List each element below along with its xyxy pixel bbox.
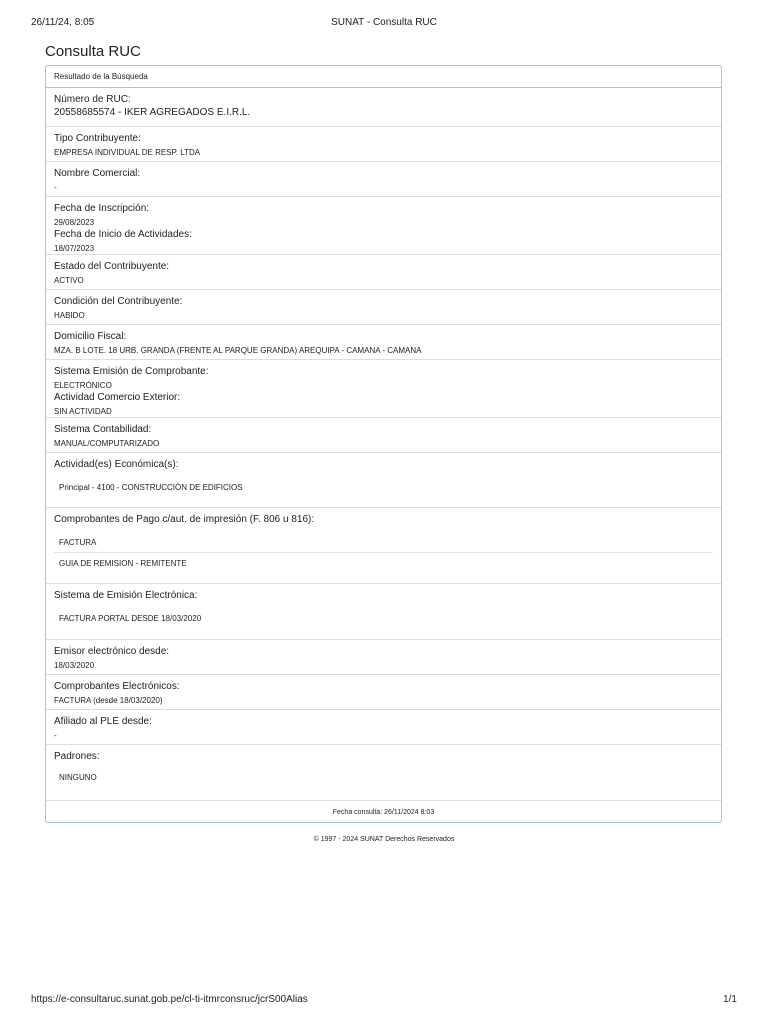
comprobante-row: GUIA DE REMISION - REMITENTE (59, 559, 187, 568)
sistema-emision-electronica-row: FACTURA PORTAL DESDE 18/03/2020 (59, 614, 202, 623)
comprobante-row: FACTURA (54, 532, 713, 553)
tipo-value: EMPRESA INDIVIDUAL DE RESP. LTDA (54, 148, 201, 157)
sistema-emision-value: ELECTRÓNICO (54, 381, 112, 390)
copyright: © 1997 - 2024 SUNAT Derechos Reservados (313, 836, 455, 843)
padrones-table (54, 767, 713, 787)
nombre-comercial-label: Nombre Comercial: (54, 168, 141, 179)
print-page-title: SUNAT - Consulta RUC (331, 17, 437, 28)
item-nombre-comercial (46, 162, 721, 197)
item-sistema-contabilidad (46, 418, 721, 453)
page-title: Consulta RUC (45, 43, 141, 60)
item-sistema-emision-electronica (46, 584, 721, 640)
item-comprobantes-electronicos (46, 675, 721, 710)
comprobantes-pago-label: Comprobantes de Pago c/aut. de impresión (F. 806 u 816): (54, 514, 315, 525)
item-emisor-desde (46, 640, 721, 675)
sistema-emision-electronica-label: Sistema de Emisión Electrónica: (54, 590, 198, 601)
print-page-number: 1/1 (723, 994, 737, 1005)
nombre-comercial-value: - (54, 183, 57, 192)
actividad-row: Principal - 4100 - CONSTRUCCIÓN DE EDIFICIOS (59, 483, 243, 492)
afiliado-ple-value: - (54, 731, 57, 740)
fecha-inicio-value: 18/07/2023 (54, 244, 95, 253)
fecha-inicio-label: Fecha de Inicio de Actividades: (54, 229, 192, 240)
print-url: https://e-consultaruc.sunat.gob.pe/cl-ti-itmrconsruc/jcrS00Alias (31, 994, 308, 1005)
domicilio-label: Domicilio Fiscal: (54, 331, 127, 342)
comprobantes-pago-table (54, 532, 713, 573)
item-actividades (46, 453, 721, 508)
emisor-desde-value: 18/03/2020 (54, 661, 95, 670)
condicion-label: Condición del Contribuyente: (54, 296, 183, 307)
domicilio-value: MZA. B LOTE. 18 URB. GRANDA (FRENTE AL PARQUE GRANDA) AREQUIPA - CAMANA - CAMANA (54, 346, 422, 355)
padron-row: NINGUNO (59, 773, 97, 782)
padrones-label: Padrones: (54, 751, 100, 762)
actividades-label: Actividad(es) Económica(s): (54, 459, 179, 470)
item-domicilio (46, 325, 721, 360)
item-estado (46, 255, 721, 290)
item-sistema-emision (46, 360, 721, 418)
fecha-inscripcion-value: 29/08/2023 (54, 218, 95, 227)
panel-heading: Resultado de la Búsqueda (46, 66, 721, 88)
item-afiliado-ple (46, 710, 721, 745)
ruc-label: Número de RUC: (54, 94, 131, 105)
results-panel (45, 65, 722, 823)
print-footer (31, 994, 737, 1008)
ruc-value: 20558685574 - IKER AGREGADOS E.I.R.L. (54, 107, 251, 118)
item-fechas (46, 197, 721, 255)
estado-label: Estado del Contribuyente: (54, 261, 170, 272)
sistema-emision-label: Sistema Emisión de Comprobante: (54, 366, 209, 377)
estado-value: ACTIVO (54, 276, 84, 285)
print-datetime: 26/11/24, 8:05 (31, 17, 95, 28)
fecha-consulta: Fecha consulta: 26/11/2024 8:03 (46, 800, 721, 822)
sistema-contabilidad-value: MANUAL/COMPUTARIZADO (54, 439, 160, 448)
item-comprobantes-pago (46, 508, 721, 584)
fecha-inscripcion-label: Fecha de Inscripción: (54, 203, 150, 214)
actividad-exterior-value: SIN ACTIVIDAD (54, 407, 112, 416)
emisor-desde-label: Emisor electrónico desde: (54, 646, 170, 657)
afiliado-ple-label: Afiliado al PLE desde: (54, 716, 152, 727)
comprobantes-electronicos-label: Comprobantes Electrónicos: (54, 681, 180, 692)
item-padrones (46, 745, 721, 795)
comprobantes-electronicos-value: FACTURA (desde 18/03/2020) (54, 696, 163, 705)
actividades-table (54, 477, 713, 497)
item-condicion (46, 290, 721, 325)
sistema-contabilidad-label: Sistema Contabilidad: (54, 424, 152, 435)
condicion-value: HABIDO (54, 311, 85, 320)
print-header (31, 17, 737, 31)
item-ruc (46, 88, 721, 127)
item-tipo-contribuyente (46, 127, 721, 162)
actividad-exterior-label: Actividad Comercio Exterior: (54, 392, 181, 403)
sistema-emision-electronica-table (54, 608, 713, 628)
tipo-label: Tipo Contribuyente: (54, 133, 141, 144)
